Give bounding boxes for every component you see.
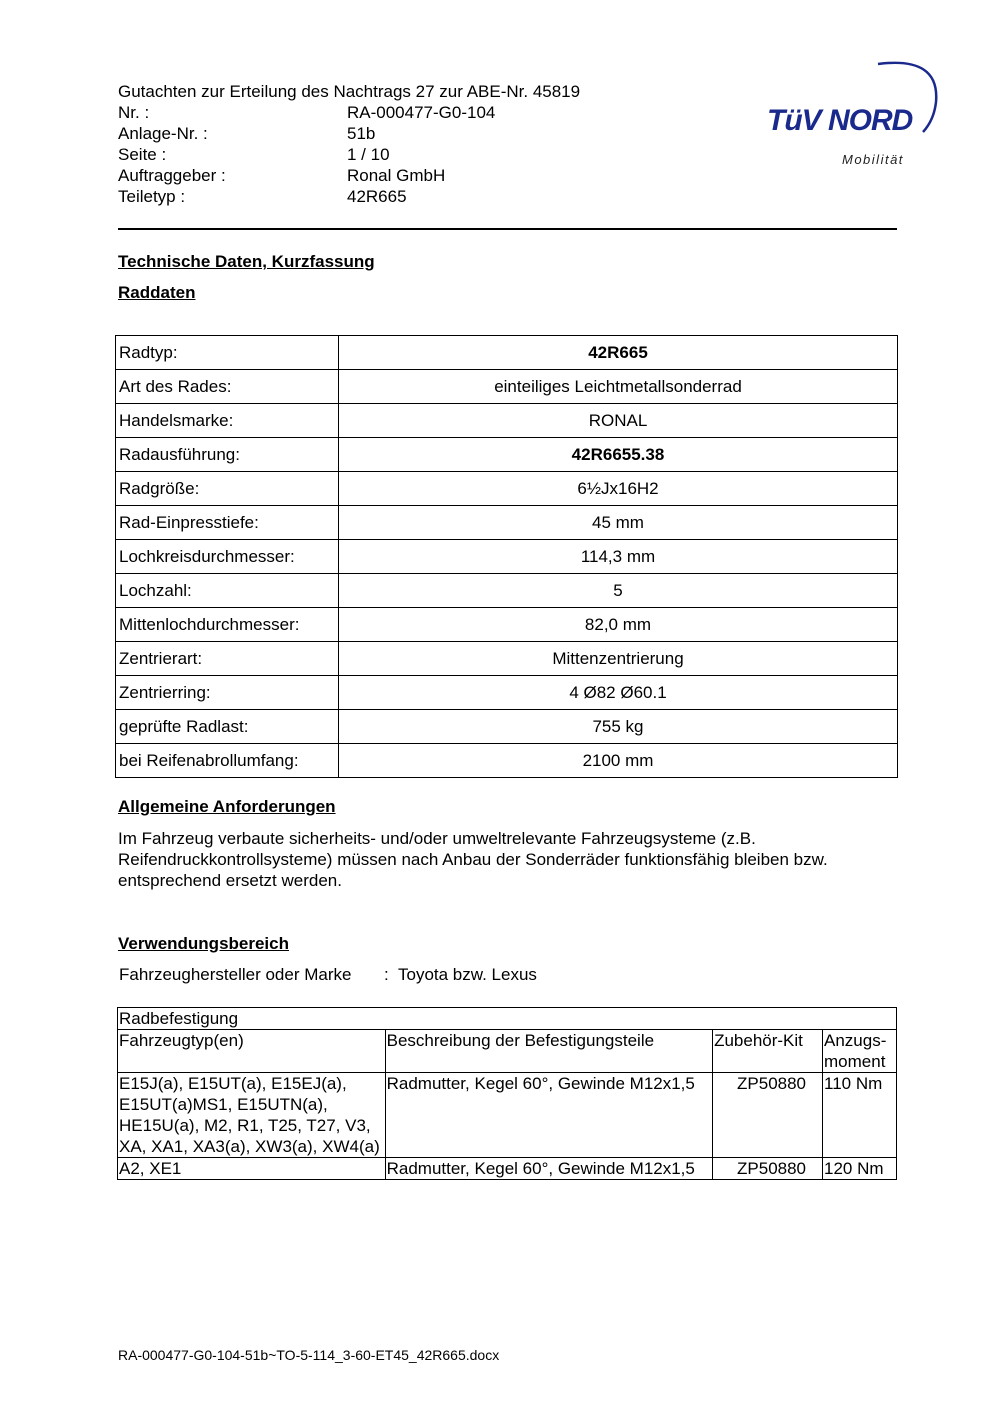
column-header: Anzugs-moment: [823, 1030, 897, 1073]
table-row: [116, 710, 898, 744]
wheel-label: geprüfte Radlast:: [116, 710, 339, 744]
mount-types-cell: A2, XE1: [118, 1158, 386, 1180]
header-value: 51b: [347, 124, 376, 143]
table-row: [116, 472, 898, 506]
table-row: [118, 1073, 897, 1158]
mount-desc-cell: Radmutter, Kegel 60°, Gewinde M12x1,5: [385, 1158, 712, 1180]
column-header: Fahrzeugtyp(en): [118, 1030, 386, 1073]
wheel-label: Rad-Einpresstiefe:: [116, 506, 339, 540]
wheel-label: Mittenlochdurchmesser:: [116, 608, 339, 642]
mount-torque-cell: 110 Nm: [823, 1073, 897, 1158]
wheel-label: Radausführung:: [116, 438, 339, 472]
wheel-value: Mittenzentrierung: [339, 642, 898, 676]
header-divider: [118, 228, 897, 230]
wheel-value: 42R6655.38: [339, 438, 898, 472]
section-general-heading: Allgemeine Anforderungen: [118, 797, 336, 816]
table-row: [116, 574, 898, 608]
wheel-label: Lochkreisdurchmesser:: [116, 540, 339, 574]
header-value: 1 / 10: [347, 145, 390, 164]
header-value: 42R665: [347, 187, 407, 206]
section-wheel-heading: Raddaten: [118, 283, 196, 302]
wheel-value: 755 kg: [339, 710, 898, 744]
wheel-label: Lochzahl:: [116, 574, 339, 608]
logo-subtitle: Mobilität: [842, 152, 904, 167]
table-row: [116, 506, 898, 540]
table-row: [116, 438, 898, 472]
header-label: Teiletyp :: [118, 187, 186, 206]
table-header-row: [118, 1030, 897, 1073]
logo-brand: TüV NORD: [767, 104, 913, 137]
usage-manufacturer-label: Fahrzeughersteller oder Marke: [119, 965, 352, 984]
wheel-value: 114,3 mm: [339, 540, 898, 574]
mount-kit-cell: ZP50880: [713, 1158, 823, 1180]
table-row: [116, 540, 898, 574]
wheel-data-table: [115, 335, 898, 778]
wheel-value: 42R665: [339, 336, 898, 370]
column-header: Beschreibung der Befestigungsteile: [385, 1030, 712, 1073]
header-label: Nr. :: [118, 103, 150, 122]
header-label: Auftraggeber :: [118, 166, 226, 185]
wheel-value: 45 mm: [339, 506, 898, 540]
document-title: Gutachten zur Erteilung des Nachtrags 27 zur ABE-Nr. 45819: [118, 82, 581, 101]
wheel-label: Radgröße:: [116, 472, 339, 506]
usage-manufacturer-value: Toyota bzw. Lexus: [398, 965, 537, 984]
wheel-label: Zentrierart:: [116, 642, 339, 676]
mount-desc-cell: Radmutter, Kegel 60°, Gewinde M12x1,5: [385, 1073, 712, 1158]
header-value: RA-000477-G0-104: [347, 103, 496, 122]
tuv-nord-logo: [760, 56, 945, 171]
table-row: [116, 370, 898, 404]
wheel-label: Art des Rades:: [116, 370, 339, 404]
mounting-table-title: Radbefestigung: [118, 1008, 897, 1030]
wheel-value: 2100 mm: [339, 744, 898, 778]
wheel-label: Radtyp:: [116, 336, 339, 370]
wheel-value: einteiliges Leichtmetallsonderrad: [339, 370, 898, 404]
wheel-value: 82,0 mm: [339, 608, 898, 642]
wheel-value: 4 Ø82 Ø60.1: [339, 676, 898, 710]
wheel-value: 6½Jx16H2: [339, 472, 898, 506]
wheel-label: Zentrierring:: [116, 676, 339, 710]
mount-types-cell: E15J(a), E15UT(a), E15EJ(a), E15UT(a)MS1, E15UTN(a), HE15U(a), M2, R1, T25, T27, V3, XA, XA1, XA3(a), XW3(a), XW4(a): [118, 1073, 386, 1158]
table-row: [116, 404, 898, 438]
footer-filename: RA-000477-G0-104-51b~TO-5-114_3-60-ET45_42R665.docx: [118, 1347, 500, 1363]
header-label: Anlage-Nr. :: [118, 124, 208, 143]
table-row: [116, 608, 898, 642]
header-value: Ronal GmbH: [347, 166, 446, 185]
usage-separator: :: [384, 965, 389, 984]
header-label: Seite :: [118, 145, 167, 164]
column-header: Zubehör-Kit: [713, 1030, 823, 1073]
table-row: [116, 336, 898, 370]
mount-torque-cell: 120 Nm: [823, 1158, 897, 1180]
mount-kit-cell: ZP50880: [713, 1073, 823, 1158]
table-row: [116, 642, 898, 676]
section-usage-heading: Verwendungsbereich: [118, 934, 289, 953]
table-row: [116, 744, 898, 778]
section-technical-heading: Technische Daten, Kurzfassung: [118, 252, 375, 271]
table-row: [116, 676, 898, 710]
wheel-value: RONAL: [339, 404, 898, 438]
mounting-table: [117, 1007, 897, 1180]
general-requirements-text: Im Fahrzeug verbaute sicherheits- und/oder umweltrelevante Fahrzeugsysteme (z.B. Reifendruckkontrollsysteme) müssen nach Anbau der Sonderräder funktionsfähig bleiben bzw. entsprechend ersetzt werden.: [118, 829, 828, 890]
table-row: [118, 1158, 897, 1180]
wheel-label: bei Reifenabrollumfang:: [116, 744, 339, 778]
wheel-value: 5: [339, 574, 898, 608]
wheel-label: Handelsmarke:: [116, 404, 339, 438]
